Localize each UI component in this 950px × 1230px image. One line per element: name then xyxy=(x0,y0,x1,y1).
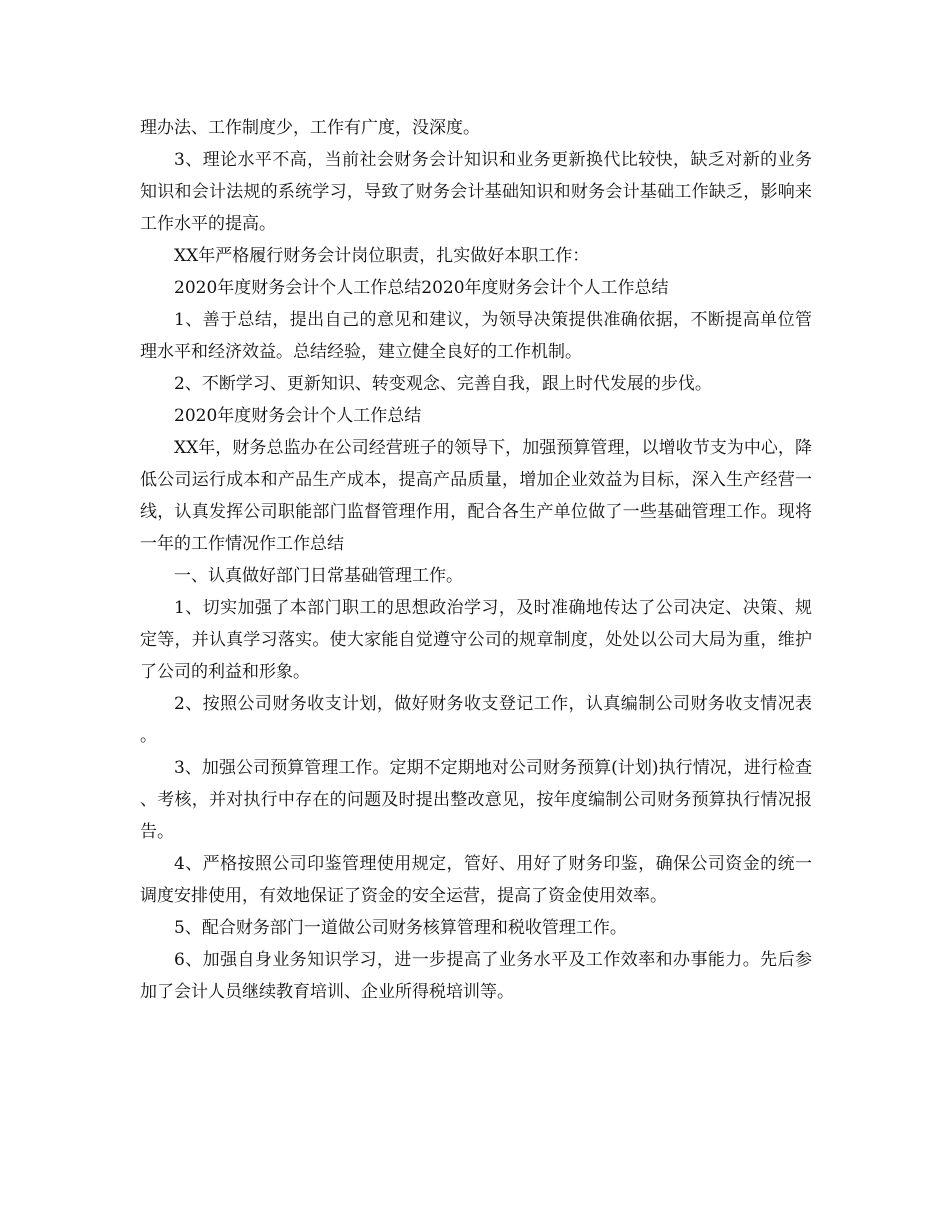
paragraph-8: XX年，财务总监办在公司经营班子的领导下，加强预算管理，以增收节支为中心，降低公司运行成本和产品生产成本，提高产品质量，增加企业效益为目标，深入生产经营一线，认真发挥公司职能部门监督管理作用，配合各生产单位做了一些基础管理工作。现将一年的工作情况作工作总结 xyxy=(140,438,812,554)
paragraph-7: 2020年度财务会计个人工作总结 xyxy=(174,406,422,426)
document-body xyxy=(140,112,812,1008)
paragraph-10: 1、切实加强了本部门职工的思想政治学习，及时准确地传达了公司决定、决策、规定等，并认真学习落实。使大家能自觉遵守公司的规章制度，处处以公司大局为重，维护了公司的利益和形象。 xyxy=(140,598,812,682)
paragraph-4: 2020年度财务会计个人工作总结2020年度财务会计个人工作总结 xyxy=(174,278,669,298)
paragraph-6: 2、不断学习、更新知识、转变观念、完善自我，跟上时代发展的步伐。 xyxy=(174,374,712,394)
paragraph-5: 1、善于总结，提出自己的意见和建议，为领导决策提供准确依据，不断提高单位管理水平和经济效益。总结经验，建立健全良好的工作机制。 xyxy=(140,310,812,362)
paragraph-11: 2、按照公司财务收支计划，做好财务收支登记工作，认真编制公司财务收支情况表。 xyxy=(140,694,812,746)
paragraph-13: 4、严格按照公司印鉴管理使用规定，管好、用好了财务印鉴，确保公司资金的统一调度安排使用，有效地保证了资金的安全运营，提高了资金使用效率。 xyxy=(140,854,812,906)
paragraph-14: 5、配合财务部门一道做公司财务核算管理和税收管理工作。 xyxy=(174,918,627,938)
paragraph-12: 3、加强公司预算管理工作。定期不定期地对公司财务预算(计划)执行情况，进行检查、考核，并对执行中存在的问题及时提出整改意见，按年度编制公司财务预算执行情况报告。 xyxy=(140,758,812,842)
paragraph-3: XX年严格履行财务会计岗位职责，扎实做好本职工作： xyxy=(174,246,590,266)
paragraph-2: 3、理论水平不高，当前社会财务会计知识和业务更新换代比较快，缺乏对新的业务知识和会计法规的系统学习，导致了财务会计基础知识和财务会计基础工作缺乏，影响来工作水平的提高。 xyxy=(140,150,812,234)
paragraph-9: 一、认真做好部门日常基础管理工作。 xyxy=(174,566,463,586)
paragraph-15: 6、加强自身业务知识学习，进一步提高了业务水平及工作效率和办事能力。先后参加了会计人员继续教育培训、企业所得税培训等。 xyxy=(140,950,812,1002)
paragraph-1: 理办法、工作制度少，工作有广度，没深度。 xyxy=(140,118,480,138)
